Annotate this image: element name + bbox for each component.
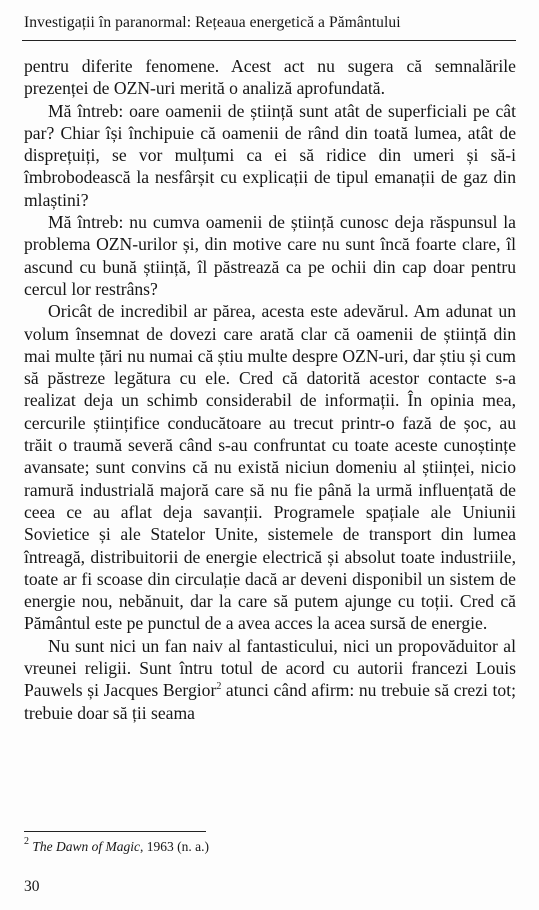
body-text (24, 55, 516, 724)
paragraph-3: Mă întreb: nu cumva oamenii de știință cunosc deja răspunsul la problema OZN-urilor și, din motive care nu sunt încă foarte clare, îl ascund cu bună știință, îl păstrează ca pe ochii din cap doar pentru cercul lor restrâns? (24, 212, 516, 299)
running-head: Investigații în paranormal: Rețeaua energetică a Pământului (24, 14, 401, 31)
page-number: 30 (24, 878, 40, 895)
footnote-rule (24, 831, 206, 832)
footnote-number: 2 (24, 836, 29, 847)
paragraph-5-text-after-ref: atunci când afirm: nu trebuie să crezi tot; trebuie doar să ții seama (24, 680, 516, 723)
footnote (24, 836, 514, 855)
paragraph-5 (24, 635, 516, 724)
paragraph-4: Oricât de incredibil ar părea, acesta este adevărul. Am adunat un volum însemnat de dovezi care arată clar că oamenii de știință din mai multe țări nu numai că știu multe despre OZN-uri, dar știu și cum să păstreze legătura cu ele. Cred că datorită acestor contacte s-a realizat deja un schimb considerabil de informații. În opinia mea, cercurile științifice conducătoare au trecut printr-o fază de șoc, au trăit o traumă severă când s-au confruntat cu toate aceste cunoștințe avansate; sunt convins că nu există niciun domeniu al științei, nicio ramură industrială majoră care să nu fie până la urmă influențată de ceea ce au aflat deja savanții. Programele spațiale ale Uniunii Sovietice și ale Statelor Unite, sistemele de transport din lumea întreagă, distribuitorii de energie electrică și absolut toate industriile, toate ar fi scoase din circulație dacă ar deveni disponibil un sistem de energie nou, nebănuit, dar la care să putem ajunge cu toții. Cred că Pământul este pe punctul de a avea acces la acea sursă de energie. (24, 301, 516, 634)
paragraph-2: Mă întreb: oare oamenii de știință sunt atât de superficiali pe cât par? Chiar își închipuie că oamenii de rând din toată lumea, atât de disprețuiți, se vor mulțumi ca ei să ridice din umeri și să-i îmbrobodească la nesfârșit cu explicații de tipul emanații de gaz din mlaștini? (24, 100, 516, 210)
header-rule (22, 40, 516, 41)
footnote-book-title: The Dawn of Magic (32, 839, 140, 854)
footnote-details: , 1963 (n. a.) (140, 839, 209, 854)
footnote-reference: 2 (216, 681, 222, 693)
paragraph-5-text-before-ref: Nu sunt nici un fan naiv al fantasticului, nici un propovăduitor al vreunei religii. Sunt întru totul de acord cu autorii francezi Louis Pauwels și Jacques Bergior (24, 635, 516, 701)
paragraph-1: pentru diferite fenomene. Acest act nu sugera că semnalările prezenței de OZN-uri merită o analiză aprofundată. (24, 56, 516, 99)
